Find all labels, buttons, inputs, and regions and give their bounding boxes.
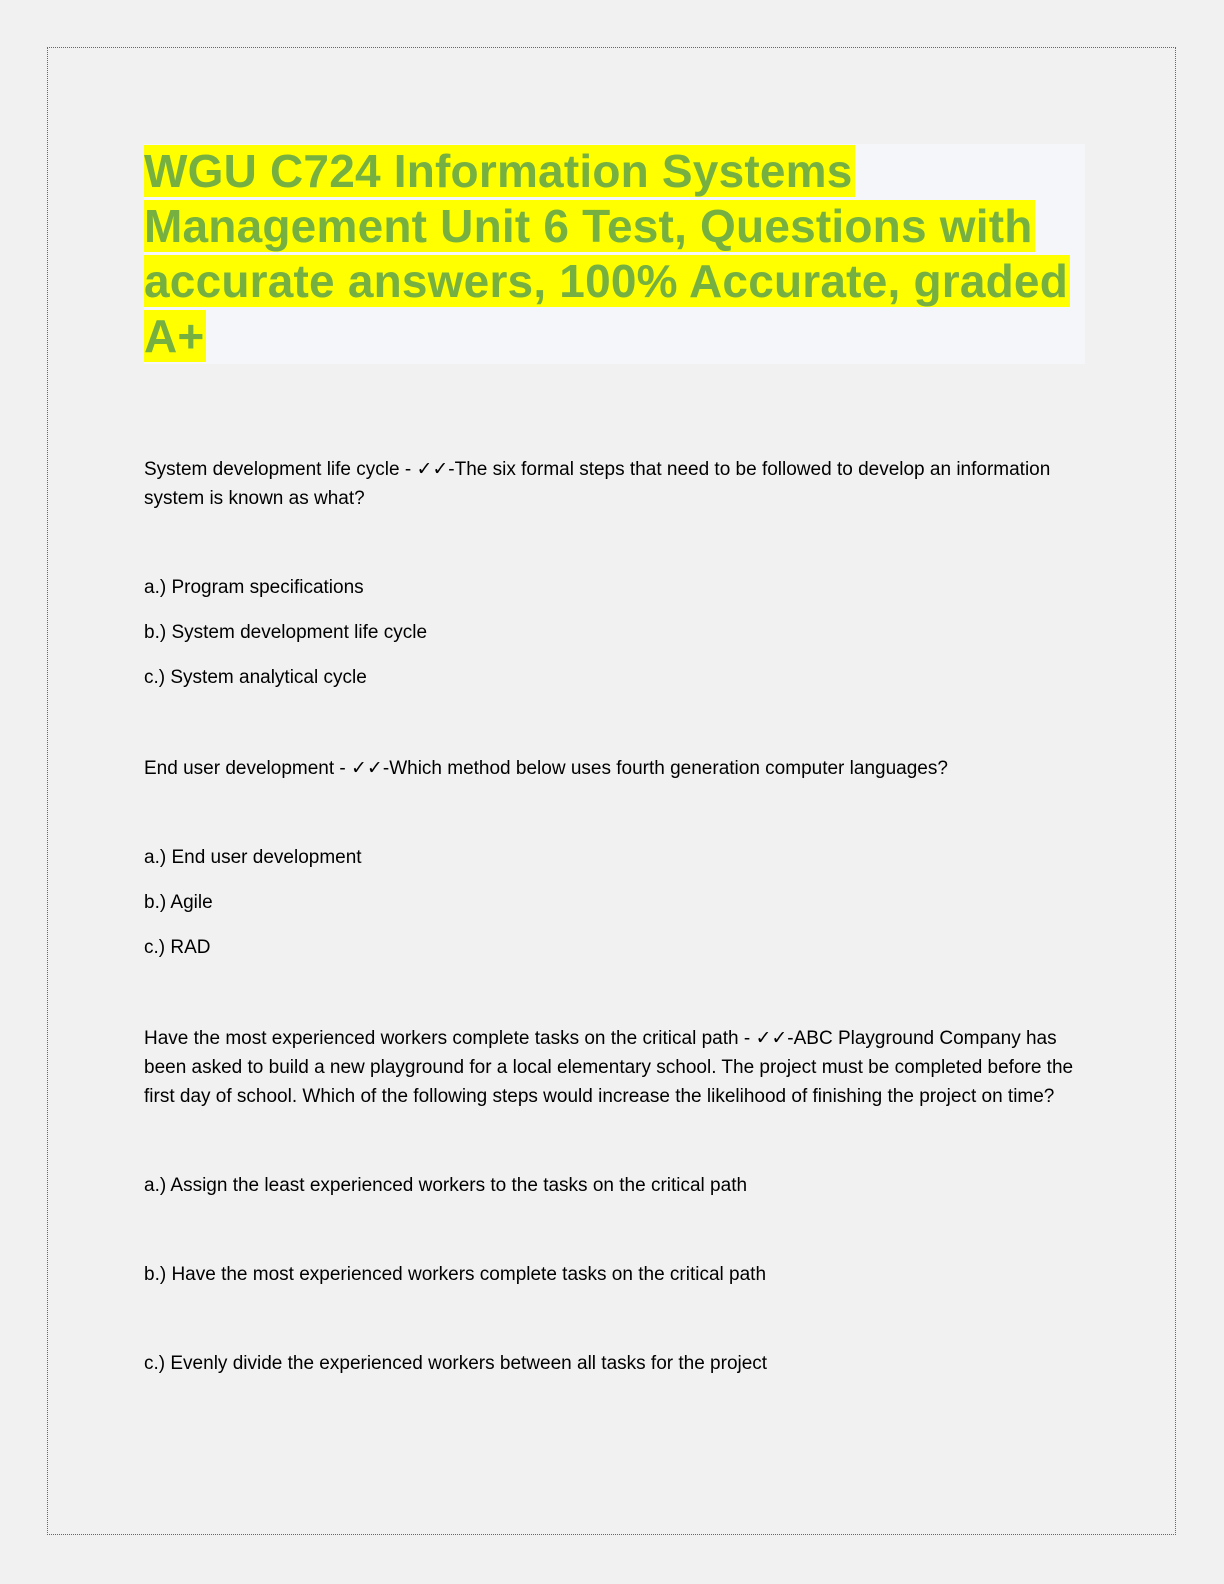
question-1-text: The six formal steps that need to be followed to develop an information system is known as what? — [144, 459, 1051, 509]
question-2-option-c: c.) RAD — [144, 937, 211, 958]
document-body — [144, 455, 1084, 1378]
question-2 — [144, 754, 1084, 783]
question-2-option-a: a.) End user development — [144, 847, 362, 868]
question-1-answer: System development life cycle — [144, 459, 400, 480]
question-3-text: ABC Playground Company has been asked to build a new playground for a local elementary school. The project must be completed before the first day of school. Which of the following steps would increase the likelihood of finishing the project on time? — [144, 1028, 1074, 1107]
check-icon: - ✓✓- — [399, 459, 455, 480]
document-title — [144, 144, 1085, 364]
question-1-option-a: a.) Program specifications — [144, 577, 364, 598]
question-1 — [144, 455, 1084, 513]
question-2-answer: End user development — [144, 758, 335, 779]
document-title-text: WGU C724 Information Systems Management Unit 6 Test, Questions with accurate answers, 100% Accurate, graded A+ — [144, 145, 1069, 362]
check-icon: - ✓✓- — [334, 758, 390, 779]
question-1-option-b: b.) System development life cycle — [144, 622, 428, 643]
check-icon: - ✓✓- — [738, 1028, 794, 1049]
question-3-option-a: a.) Assign the least experienced workers to the tasks on the critical path — [144, 1175, 748, 1196]
question-2-option-b: b.) Agile — [144, 892, 213, 913]
question-3-option-b: b.) Have the most experienced workers complete tasks on the critical path — [144, 1264, 767, 1285]
question-3-option-c: c.) Evenly divide the experienced workers between all tasks for the project — [144, 1353, 768, 1374]
question-3-answer: Have the most experienced workers complete tasks on the critical path — [144, 1028, 739, 1049]
question-3 — [144, 1024, 1084, 1111]
question-1-option-c: c.) System analytical cycle — [144, 667, 367, 688]
title-block — [144, 144, 1085, 364]
question-2-text: Which method below uses fourth generation computer languages? — [389, 758, 948, 779]
